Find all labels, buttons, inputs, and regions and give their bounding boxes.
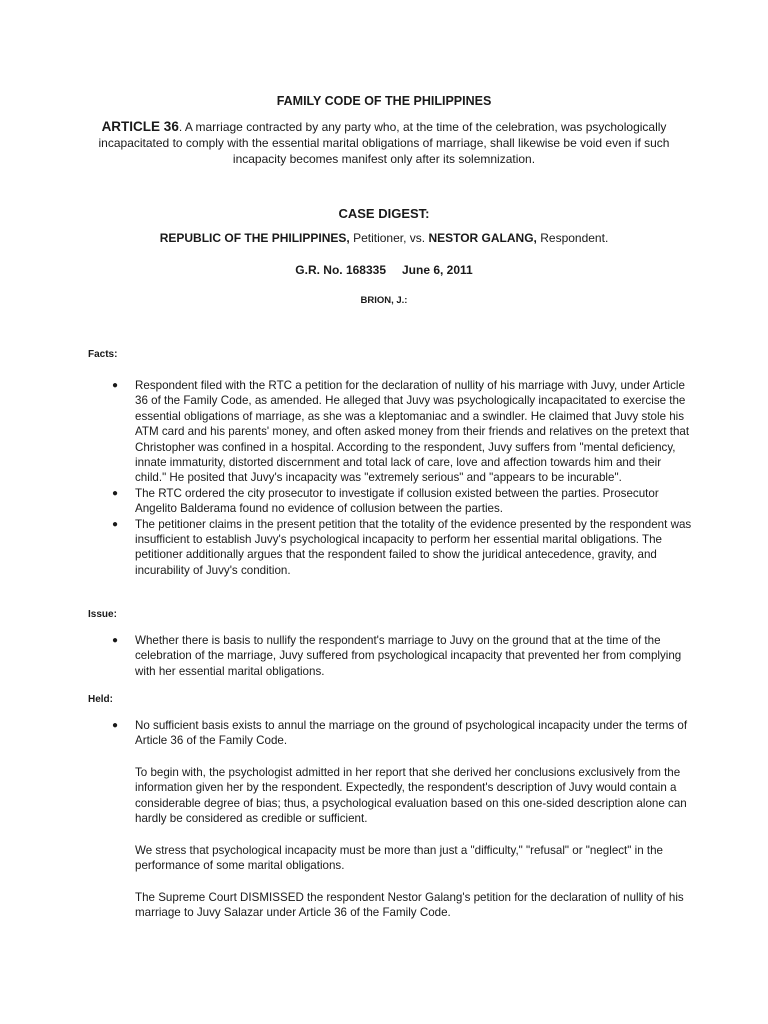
held-list (112, 718, 692, 749)
bullet-icon: ● (112, 635, 119, 646)
ponente: BRION, J.: (360, 295, 408, 306)
issue-list (112, 633, 692, 679)
held-paragraph: The Supreme Court DISMISSED the respondent Nestor Galang's petition for the declaration of nullity of his marriage to Juvy Salazar under Article 36 of the Family Code. (135, 891, 684, 920)
petitioner-role: Petitioner, vs. (349, 231, 429, 245)
list-item: ● The petitioner claims in the present petition that the totality of the evidence presented by the respondent was insufficient to establish Juvy's psychological incapacity to perform her essential marital obligations. The petitioner additionally argues that the respondent failed to show the juridical antecedence, gravity, and incurability of Juvy's condition. (112, 517, 692, 577)
case-digest-heading: CASE DIGEST: (338, 206, 430, 221)
bullet-icon: ● (112, 720, 119, 731)
case-citation (0, 263, 768, 277)
gr-number: G.R. No. 168335 (295, 263, 386, 277)
held-paragraph: To begin with, the psychologist admitted in her report that she derived her conclusions exclusively from the information given her by the respondent. Expectedly, the respondent's description of Juvy would contain a considerable degree of bias; thus, a psychological evaluation based on this one-sided description alone can hardly be considered as credible or sufficient. (135, 766, 687, 826)
list-item: ● Whether there is basis to nullify the respondent's marriage to Juvy on the ground that at the time of the celebration of the marriage, Juvy suffered from psychological incapacity that prevented her from complying with her essential marital obligations. (112, 634, 682, 678)
bullet-icon: ● (112, 487, 119, 499)
list-item: ● The RTC ordered the city prosecutor to investigate if collusion existed between the parties. Prosecutor Angelito Balderama found no evidence of collusion between the parties. (112, 486, 659, 516)
petitioner-name: REPUBLIC OF THE PHILIPPINES, (159, 231, 350, 245)
respondent-name: NESTOR GALANG, (428, 231, 537, 245)
facts-list (112, 378, 692, 578)
respondent-role: Respondent. (536, 231, 609, 245)
held-paragraph: We stress that psychological incapacity must be more than just a "difficulty," "refusal" or "neglect" in the performance of some marital obligations. (135, 844, 663, 873)
issue-heading: Issue: (88, 609, 117, 620)
document-title: FAMILY CODE OF THE PHILIPPINES (276, 94, 492, 108)
facts-heading: Facts: (88, 349, 118, 360)
article-heading: ARTICLE 36 (101, 119, 179, 134)
case-parties (0, 231, 768, 245)
bullet-icon: ● (112, 380, 119, 391)
list-item: ● No sufficient basis exists to annul the marriage on the ground of psychological incapacity under the terms of Article 36 of the Family Code. (112, 719, 688, 748)
held-heading: Held: (88, 694, 113, 705)
article-body: . A marriage contracted by any party who, at the time of the celebration, was psychologically incapacitated to comply with the essential marital obligations of marriage, shall likewise be void even if such incapacity becomes manifest only after its solemnization. (98, 120, 670, 166)
bullet-icon: ● (112, 518, 119, 530)
list-item: ● Respondent filed with the RTC a petition for the declaration of nullity of his marriage with Juvy, under Article 36 of the Family Code, as amended. He alleged that Juvy was psychologically incapacitated to exercise the essential obligations of marriage, as she was a kleptomaniac and a swindler. He claimed that Juvy stole his ATM card and his parents' money, and often asked money from their friends and relatives on the pretext that Christopher was confined in a hospital. According to the respondent, Juvy suffers from "mental deficiency, innate immaturity, distorted discernment and total lack of care, love and affection towards him and their child." He posited that Juvy's incapacity was "extremely serious" and "appears to be incurable". (112, 379, 690, 485)
article-36-text (80, 119, 688, 167)
decision-date: June 6, 2011 (402, 263, 473, 277)
